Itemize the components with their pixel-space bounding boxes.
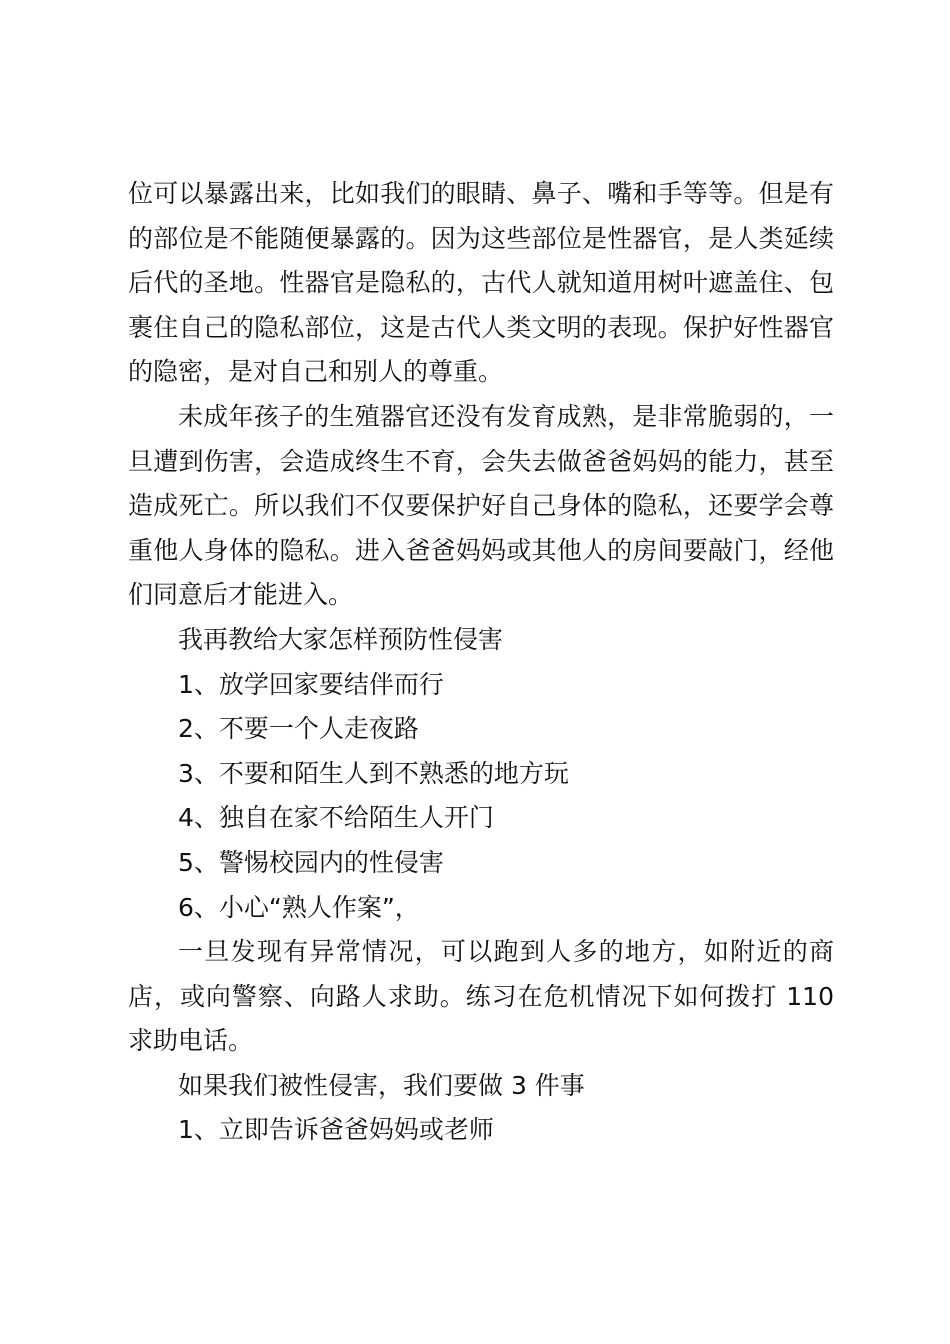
response-heading: 如果我们被性侵害，我们要做 3 件事 [178,1070,585,1100]
prevention-list-item: 2、不要一个人走夜路 [178,714,419,744]
prevention-list-item: 6、小心“熟人作案”， [178,892,420,922]
paragraph-body-protection: 未成年孩子的生殖器官还没有发育成熟，是非常脆弱的，一旦遭到伤害，会造成终生不育，会失去做爸爸妈妈的能力，甚至造成死亡。所以我们不仅要保护好自己身体的隐私，还要学会尊重他人身体的隐私。进入爸爸妈妈或其他人的房间要敲门，经他们同意后才能进入。 [128,401,834,610]
paragraph-emergency: 一旦发现有异常情况，可以跑到人多的地方，如附近的商店，或向警察、向路人求助。练习在危机情况下如何拨打 110 求助电话。 [128,937,834,1056]
prevention-heading: 我再教给大家怎样预防性侵害 [178,624,504,654]
prevention-list-item: 5、警惕校园内的性侵害 [178,847,444,877]
prevention-list-item: 4、独自在家不给陌生人开门 [178,803,494,833]
document-page [128,172,834,1153]
prevention-list-item: 3、不要和陌生人到不熟悉的地方玩 [178,758,569,788]
response-list-item: 1、立即告诉爸爸妈妈或老师 [178,1115,494,1145]
paragraph-body-privacy: 位可以暴露出来，比如我们的眼睛、鼻子、嘴和手等等。但是有的部位是不能随便暴露的。因为这些部位是性器官，是人类延续后代的圣地。性器官是隐私的，古代人就知道用树叶遮盖住、包裹住自己的隐私部位，这是古代人类文明的表现。保护好性器官的隐密，是对自己和别人的尊重。 [128,179,834,387]
prevention-list-item: 1、放学回家要结伴而行 [178,669,444,699]
